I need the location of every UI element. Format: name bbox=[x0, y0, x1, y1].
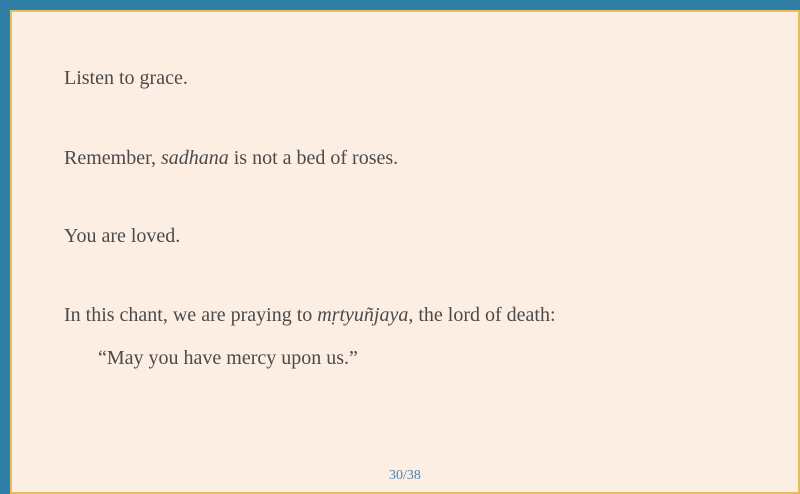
quote-text: “May you have mercy upon us.” bbox=[98, 347, 358, 369]
italic-term-mrtyunjaya: mṛtyuñjaya bbox=[317, 304, 409, 326]
line-text: You are loved. bbox=[64, 225, 181, 247]
text-line-loved bbox=[64, 225, 180, 248]
line-text: Listen to grace. bbox=[64, 67, 188, 89]
page-number: 30/38 bbox=[389, 468, 421, 483]
line-text-pre: In this chant, we are praying to bbox=[64, 304, 318, 326]
italic-term-sadhana: sadhana bbox=[160, 147, 229, 169]
text-line-remember bbox=[64, 147, 398, 170]
text-line-listen bbox=[64, 67, 188, 90]
slide-content bbox=[10, 10, 800, 494]
line-text-post: is not a bed of roses. bbox=[228, 147, 399, 169]
text-line-chant bbox=[64, 304, 556, 327]
quote-line bbox=[98, 347, 358, 370]
line-text-pre: Remember, bbox=[64, 147, 161, 169]
line-text-post: , the lord of death: bbox=[408, 304, 556, 326]
